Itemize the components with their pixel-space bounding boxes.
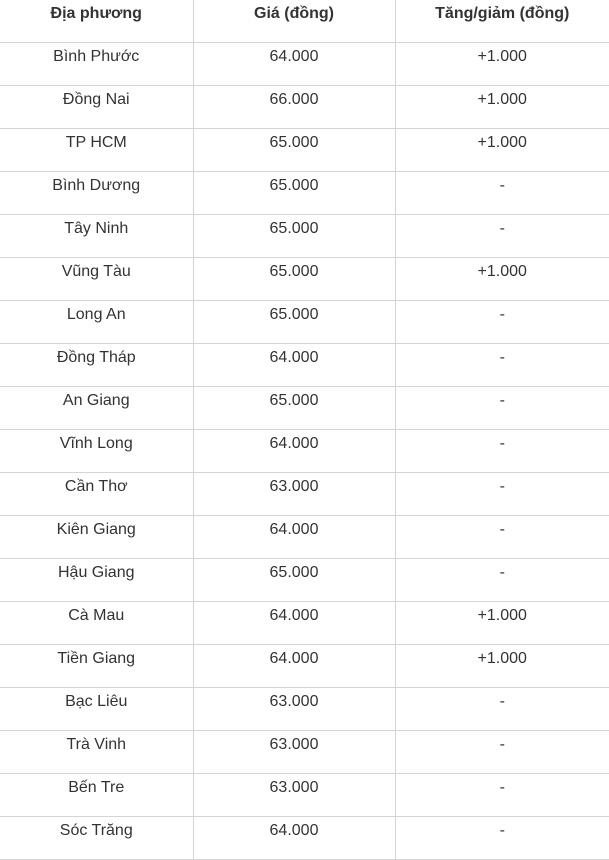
region-cell: Sóc Trăng (0, 817, 193, 860)
price-cell: 65.000 (193, 258, 395, 301)
table-row (0, 688, 609, 731)
price-cell: 64.000 (193, 344, 395, 387)
region-cell: Kiên Giang (0, 516, 193, 559)
price-cell: 64.000 (193, 516, 395, 559)
change-cell: - (395, 516, 609, 559)
price-cell: 65.000 (193, 129, 395, 172)
table-row (0, 129, 609, 172)
change-cell: +1.000 (395, 129, 609, 172)
change-cell: - (395, 559, 609, 602)
region-cell: Cà Mau (0, 602, 193, 645)
region-cell: Vĩnh Long (0, 430, 193, 473)
price-cell: 65.000 (193, 301, 395, 344)
change-cell: - (395, 172, 609, 215)
table-row (0, 817, 609, 860)
region-cell: TP HCM (0, 129, 193, 172)
change-cell: - (395, 215, 609, 258)
change-cell: +1.000 (395, 86, 609, 129)
price-cell: 63.000 (193, 473, 395, 516)
price-cell: 65.000 (193, 559, 395, 602)
change-cell: - (395, 731, 609, 774)
change-cell: - (395, 344, 609, 387)
region-cell: Trà Vinh (0, 731, 193, 774)
region-cell: Đồng Tháp (0, 344, 193, 387)
header-change: Tăng/giảm (đồng) (395, 0, 609, 43)
price-cell: 63.000 (193, 774, 395, 817)
table-row (0, 215, 609, 258)
price-cell: 65.000 (193, 172, 395, 215)
table-row (0, 516, 609, 559)
price-cell: 66.000 (193, 86, 395, 129)
price-cell: 64.000 (193, 43, 395, 86)
table-header-row (0, 0, 609, 43)
table-row (0, 86, 609, 129)
table-row (0, 43, 609, 86)
price-cell: 64.000 (193, 430, 395, 473)
region-cell: Tây Ninh (0, 215, 193, 258)
table-row (0, 473, 609, 516)
table-row (0, 602, 609, 645)
table-row (0, 301, 609, 344)
region-cell: Long An (0, 301, 193, 344)
change-cell: - (395, 430, 609, 473)
table-row (0, 258, 609, 301)
region-cell: Đồng Nai (0, 86, 193, 129)
change-cell: - (395, 473, 609, 516)
price-cell: 64.000 (193, 645, 395, 688)
table-row (0, 430, 609, 473)
region-cell: Cần Thơ (0, 473, 193, 516)
price-cell: 64.000 (193, 817, 395, 860)
change-cell: - (395, 688, 609, 731)
price-cell: 65.000 (193, 387, 395, 430)
table-body (0, 43, 609, 860)
change-cell: +1.000 (395, 43, 609, 86)
header-region: Địa phương (0, 0, 193, 43)
table-row (0, 559, 609, 602)
region-cell: Bình Phước (0, 43, 193, 86)
table-row (0, 645, 609, 688)
price-cell: 63.000 (193, 731, 395, 774)
change-cell: +1.000 (395, 602, 609, 645)
price-cell: 65.000 (193, 215, 395, 258)
change-cell: - (395, 387, 609, 430)
region-cell: Bạc Liêu (0, 688, 193, 731)
region-cell: Vũng Tàu (0, 258, 193, 301)
change-cell: - (395, 774, 609, 817)
table-row (0, 172, 609, 215)
change-cell: - (395, 817, 609, 860)
change-cell: - (395, 301, 609, 344)
region-cell: Bến Tre (0, 774, 193, 817)
region-cell: An Giang (0, 387, 193, 430)
price-cell: 64.000 (193, 602, 395, 645)
table-row (0, 774, 609, 817)
header-price: Giá (đồng) (193, 0, 395, 43)
table-row (0, 344, 609, 387)
region-cell: Tiền Giang (0, 645, 193, 688)
change-cell: +1.000 (395, 258, 609, 301)
change-cell: +1.000 (395, 645, 609, 688)
table-row (0, 387, 609, 430)
price-cell: 63.000 (193, 688, 395, 731)
region-cell: Bình Dương (0, 172, 193, 215)
region-cell: Hậu Giang (0, 559, 193, 602)
table-row (0, 731, 609, 774)
